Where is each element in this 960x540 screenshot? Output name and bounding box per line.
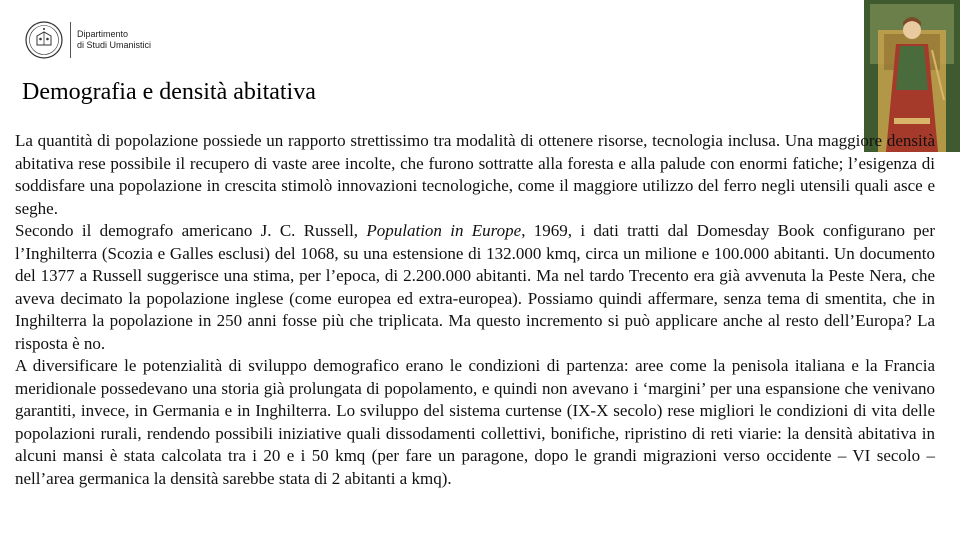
paragraph-3: A diversificare le potenzialità di sviluppo demografico erano le condizioni di partenza: aree come la penisola italiana e la Francia meridionale possedevano una storia già prolungata di popolamento, e quindi non avevano i ‘margini’ per una espansione che venivano garantiti, invece, in Germania e in Inghilterra. Lo sviluppo del sistema curtense (IX-X secolo) rese migliori le condizioni di vita delle popolazioni rurali, rendendo possibili iniziative quali dissodamenti collettivi, bonifiche, ripristino di reti viarie: la densità abitativa in alcuni mansi è stata calcolata tra i 20 e i 50 kmq (per fare un paragone, dopo le grandi migrazioni verso occidente – VI secolo – nell’area germanica la densità sarebbe stata di 2 abitanti a kmq). [15, 356, 935, 488]
university-seal-icon [24, 20, 64, 60]
paragraph-2-rest: , 1969, i dati tratti dal Domesday Book configurano per l’Inghilterra (Scozia e Galles esclusi) del 1068, su una estensione di 132.000 kmq, circa un milione e 100.000 abitanti. Un documento del 1377 a Russell suggerisce una stima, per l’epoca, di 2.200.000 abitanti. Ma nel tardo Trecento era già avvenuta la Peste Nera, che aveva decimato la popolazione inglese (come europea ed extra-europea). Possiamo quindi affermare, senza tema di smentita, che in Inghilterra la popolazione in 250 anni fosse più che triplicata. Ma questo incremento si può applicare anche al resto dell’Europa? La risposta è no. [15, 221, 935, 353]
paragraph-1: La quantità di popolazione possiede un rapporto strettissimo tra modalità di ottenere risorse, tecnologia inclusa. Una maggiore densità abitativa rese possibile il recupero di vaste aree incolte, che furono sottratte alla foresta e alla palude con enormi fatiche; l’esigenza di soddisfare una popolazione in crescita stimolò innovazioni tecnologiche, come il maggiore utilizzo del ferro negli utensili quali asce e seghe. [15, 131, 935, 218]
logo-divider [70, 22, 71, 58]
department-line2: di Studi Umanistici [77, 40, 152, 50]
page-title: Demografia e densità abitativa [22, 79, 316, 105]
book-title: Population in Europe [366, 221, 522, 240]
article-body [15, 130, 935, 490]
department-line1: Dipartimento [77, 29, 129, 39]
paragraph-2 [15, 220, 935, 355]
department-name [77, 29, 151, 51]
department-logo [24, 20, 151, 60]
paragraph-2-intro: Secondo il demografo americano J. C. Russell, [15, 221, 367, 240]
